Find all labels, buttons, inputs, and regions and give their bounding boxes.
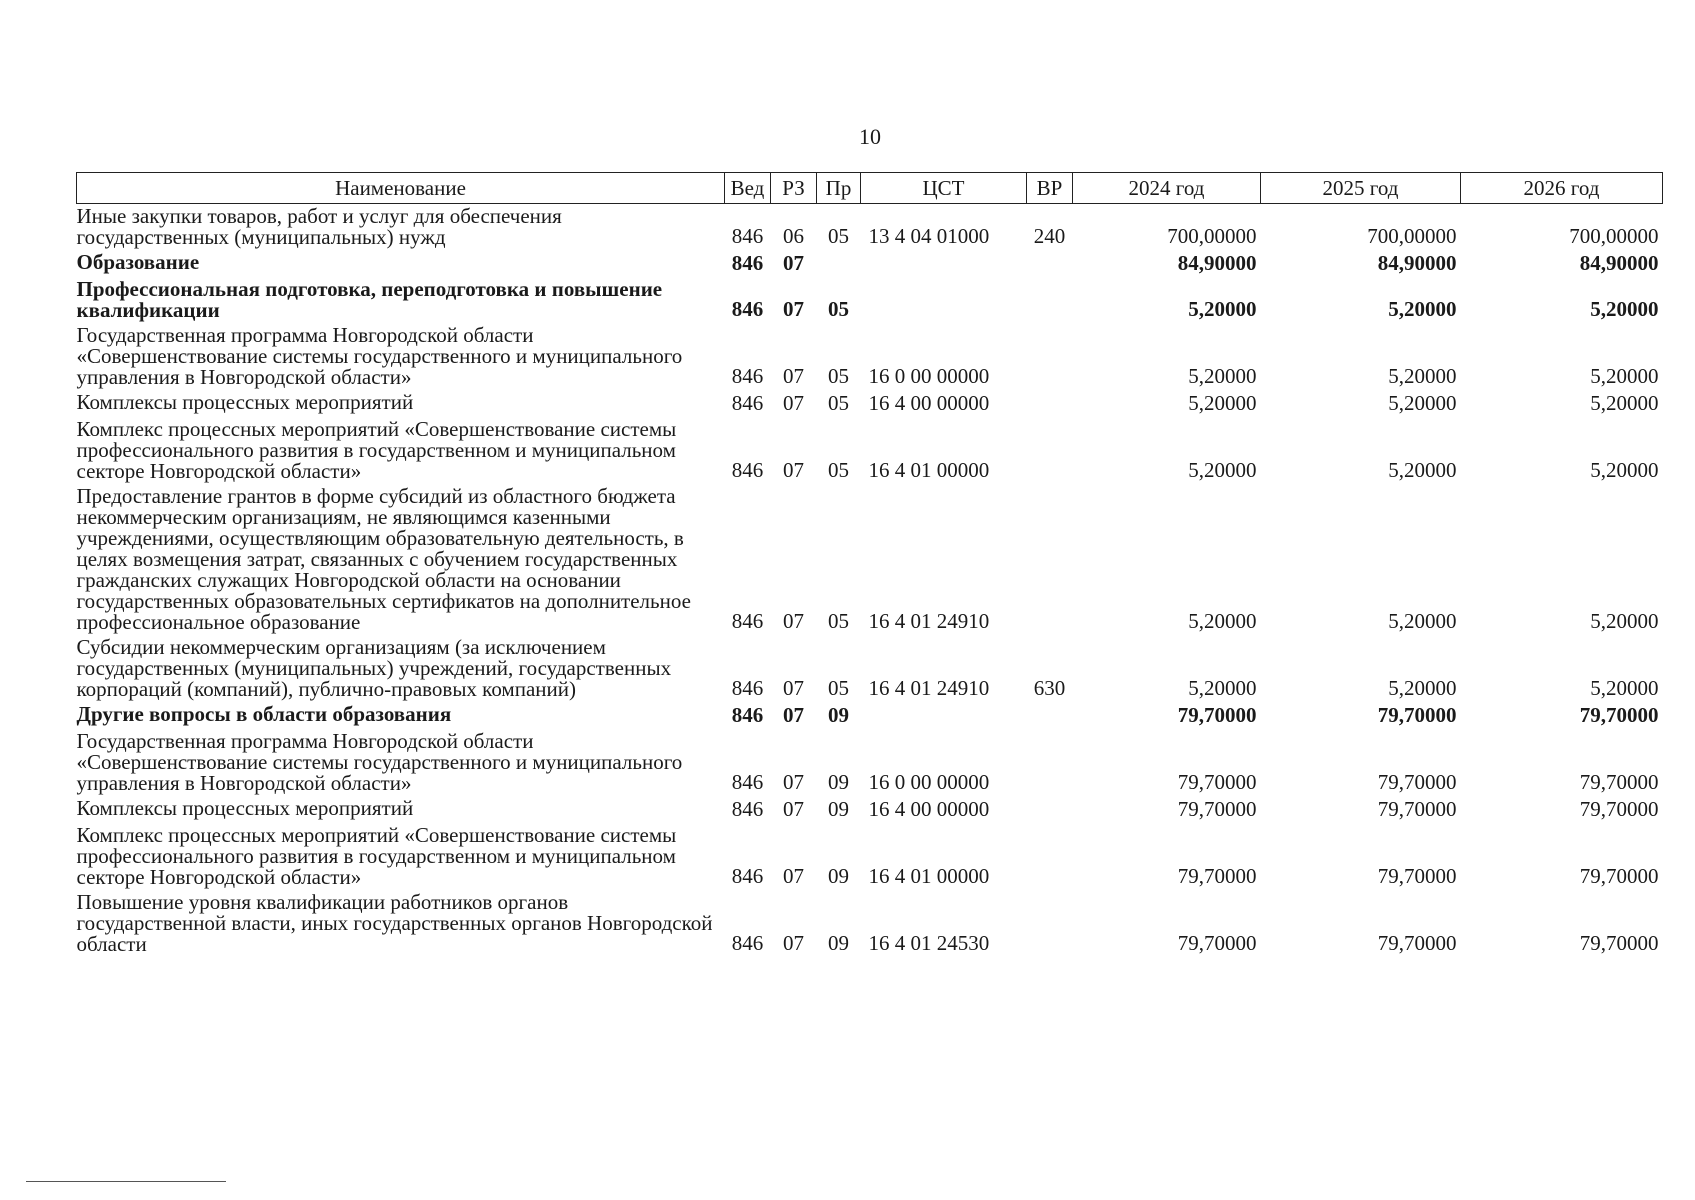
row-rz: 07 xyxy=(783,297,804,321)
row-name: Комплексы процессных мероприятий xyxy=(76,796,414,820)
row-2024: 79,70000 xyxy=(1177,797,1257,821)
row-cst: 13 4 04 01000 xyxy=(868,224,990,248)
row-2024: 5,20000 xyxy=(1188,609,1257,633)
row-rz: 07 xyxy=(783,458,804,482)
row-cst: 16 0 00 00000 xyxy=(868,770,990,794)
row-pr: 05 xyxy=(828,297,849,321)
row-2026: 79,70000 xyxy=(1579,703,1659,727)
row-ved: 846 xyxy=(731,609,764,633)
row-ved: 846 xyxy=(731,458,764,482)
row-2025: 700,00000 xyxy=(1367,224,1457,248)
row-cst xyxy=(861,702,1027,729)
row-2026: 5,20000 xyxy=(1590,297,1659,321)
table-row xyxy=(77,277,1663,323)
table-row xyxy=(77,204,1663,251)
row-2026: 5,20000 xyxy=(1590,391,1659,415)
row-2024: 79,70000 xyxy=(1177,703,1257,727)
row-name: Комплекс процессных мероприятий «Совершенствование системы профессионального развития в государственном и муниципальном секторе Новгородской области» xyxy=(76,823,677,889)
table-body xyxy=(77,204,1663,958)
column-header-2024: 2024 год xyxy=(1073,173,1261,204)
row-ved: 846 xyxy=(731,676,764,700)
row-cst: 16 4 01 24530 xyxy=(868,931,990,955)
row-pr: 09 xyxy=(828,770,849,794)
row-2025: 5,20000 xyxy=(1388,391,1457,415)
row-2025: 79,70000 xyxy=(1377,931,1457,955)
row-name: Другие вопросы в области образования xyxy=(76,702,452,726)
row-vr xyxy=(1027,890,1073,957)
row-ved: 846 xyxy=(731,391,764,415)
row-2024: 5,20000 xyxy=(1188,676,1257,700)
table-row xyxy=(77,823,1663,890)
row-rz: 07 xyxy=(783,391,804,415)
row-2026: 79,70000 xyxy=(1579,770,1659,794)
page-number: 10 xyxy=(859,124,881,149)
row-rz: 07 xyxy=(783,703,804,727)
row-2025: 5,20000 xyxy=(1388,609,1457,633)
column-header-ved: Вед xyxy=(725,173,771,204)
table-row xyxy=(77,702,1663,729)
row-rz: 07 xyxy=(783,797,804,821)
row-vr xyxy=(1027,729,1073,796)
row-vr xyxy=(1027,390,1073,417)
row-vr xyxy=(1027,323,1073,390)
row-2024: 79,70000 xyxy=(1177,770,1257,794)
row-cst: 16 4 01 24910 xyxy=(868,609,990,633)
row-2026: 79,70000 xyxy=(1579,931,1659,955)
row-2026: 5,20000 xyxy=(1590,364,1659,388)
row-rz: 07 xyxy=(783,676,804,700)
row-pr: 05 xyxy=(828,224,849,248)
table-row xyxy=(77,890,1663,957)
row-pr: 09 xyxy=(828,864,849,888)
row-vr: 240 xyxy=(1033,224,1066,248)
column-header-vr: ВР xyxy=(1027,173,1073,204)
row-2024: 5,20000 xyxy=(1188,458,1257,482)
row-vr xyxy=(1027,823,1073,890)
row-pr: 09 xyxy=(828,797,849,821)
row-vr xyxy=(1027,702,1073,729)
table-row xyxy=(77,250,1663,277)
row-name: Предоставление грантов в форме субсидий из областного бюджета некоммерческим организациям, не являющимся казенными учреждениями, осуществляющим образовательную деятельность, в целях возмещения затрат, связанных с обучением государственных гражданских служащих Новгородской области на основании государственных образовательных сертификатов на дополнительное профессиональное образование xyxy=(76,484,691,634)
row-ved: 846 xyxy=(731,797,764,821)
row-pr: 09 xyxy=(828,931,849,955)
row-2026: 700,00000 xyxy=(1569,224,1659,248)
table-row xyxy=(77,323,1663,390)
row-cst: 16 4 00 00000 xyxy=(868,797,990,821)
row-2025: 5,20000 xyxy=(1388,676,1457,700)
row-ved: 846 xyxy=(731,864,764,888)
row-vr xyxy=(1027,250,1073,277)
row-2026: 5,20000 xyxy=(1590,609,1659,633)
row-pr: 05 xyxy=(828,676,849,700)
row-ved: 846 xyxy=(731,703,764,727)
row-vr: 630 xyxy=(1033,676,1066,700)
table-header-row xyxy=(77,173,1663,204)
row-rz: 07 xyxy=(783,770,804,794)
row-ved: 846 xyxy=(731,770,764,794)
row-rz: 07 xyxy=(783,251,804,275)
row-name: Комплекс процессных мероприятий «Совершенствование системы профессионального развития в государственном и муниципальном секторе Новгородской области» xyxy=(76,417,677,483)
row-2025: 79,70000 xyxy=(1377,770,1457,794)
row-rz: 07 xyxy=(783,364,804,388)
row-cst: 16 4 01 24910 xyxy=(868,676,990,700)
row-2025: 5,20000 xyxy=(1388,458,1457,482)
row-2026: 79,70000 xyxy=(1579,864,1659,888)
row-rz: 06 xyxy=(783,224,804,248)
row-name: Повышение уровня квалификации работников органов государственной власти, иных государственных органов Новгородской области xyxy=(76,890,713,956)
row-cst: 16 4 01 00000 xyxy=(868,458,990,482)
row-vr xyxy=(1027,796,1073,823)
row-name: Профессиональная подготовка, переподготовка и повышение квалификации xyxy=(76,277,663,322)
row-name: Образование xyxy=(76,250,200,274)
row-cst xyxy=(861,277,1027,323)
budget-table xyxy=(76,172,1663,957)
row-ved: 846 xyxy=(731,224,764,248)
row-2026: 5,20000 xyxy=(1590,458,1659,482)
table-row xyxy=(77,417,1663,484)
row-2026: 5,20000 xyxy=(1590,676,1659,700)
row-rz: 07 xyxy=(783,931,804,955)
row-pr: 05 xyxy=(828,391,849,415)
row-ved: 846 xyxy=(731,364,764,388)
column-header-rz: РЗ xyxy=(771,173,817,204)
column-header-2025: 2025 год xyxy=(1261,173,1461,204)
row-2024: 5,20000 xyxy=(1188,364,1257,388)
row-pr: 05 xyxy=(828,609,849,633)
row-2025: 79,70000 xyxy=(1377,797,1457,821)
column-header-pr: Пр xyxy=(817,173,861,204)
row-2025: 79,70000 xyxy=(1377,703,1457,727)
row-2024: 84,90000 xyxy=(1177,251,1257,275)
row-ved: 846 xyxy=(731,251,764,275)
row-cst: 16 4 00 00000 xyxy=(868,391,990,415)
table-row xyxy=(77,484,1663,635)
table-row xyxy=(77,796,1663,823)
row-2024: 79,70000 xyxy=(1177,931,1257,955)
row-2025: 5,20000 xyxy=(1388,364,1457,388)
row-name: Иные закупки товаров, работ и услуг для обеспечения государственных (муниципальных) нужд xyxy=(76,204,562,249)
column-header-2026: 2026 год xyxy=(1461,173,1663,204)
row-2024: 700,00000 xyxy=(1167,224,1257,248)
row-vr xyxy=(1027,484,1073,635)
column-header-cst: ЦСТ xyxy=(861,173,1027,204)
table-row xyxy=(77,729,1663,796)
row-pr: 09 xyxy=(828,703,849,727)
row-name: Комплексы процессных мероприятий xyxy=(76,390,414,414)
row-2026: 79,70000 xyxy=(1579,797,1659,821)
row-vr xyxy=(1027,417,1073,484)
row-2025: 79,70000 xyxy=(1377,864,1457,888)
column-header-name: Наименование xyxy=(77,173,725,204)
row-name: Субсидии некоммерческим организациям (за исключением государственных (муниципальных) учреждений, государственных корпораций (компаний), публично-правовых компаний) xyxy=(76,635,672,701)
row-2025: 5,20000 xyxy=(1388,297,1457,321)
row-2024: 5,20000 xyxy=(1188,391,1257,415)
row-rz: 07 xyxy=(783,609,804,633)
row-cst: 16 4 01 00000 xyxy=(868,864,990,888)
table-row xyxy=(77,635,1663,702)
row-2025: 84,90000 xyxy=(1377,251,1457,275)
table-row xyxy=(77,390,1663,417)
row-cst xyxy=(861,250,1027,277)
footer-divider xyxy=(26,1181,226,1182)
row-2026: 84,90000 xyxy=(1579,251,1659,275)
row-rz: 07 xyxy=(783,864,804,888)
row-name: Государственная программа Новгородской области «Совершенствование системы государственного и муниципального управления в Новгородской области» xyxy=(76,323,683,389)
row-pr: 05 xyxy=(828,458,849,482)
row-2024: 5,20000 xyxy=(1188,297,1257,321)
row-pr: 05 xyxy=(828,364,849,388)
row-vr xyxy=(1027,277,1073,323)
row-cst: 16 0 00 00000 xyxy=(868,364,990,388)
row-pr xyxy=(817,250,861,277)
row-ved: 846 xyxy=(731,931,764,955)
row-ved: 846 xyxy=(731,297,764,321)
row-2024: 79,70000 xyxy=(1177,864,1257,888)
row-name: Государственная программа Новгородской области «Совершенствование системы государственного и муниципального управления в Новгородской области» xyxy=(76,729,683,795)
